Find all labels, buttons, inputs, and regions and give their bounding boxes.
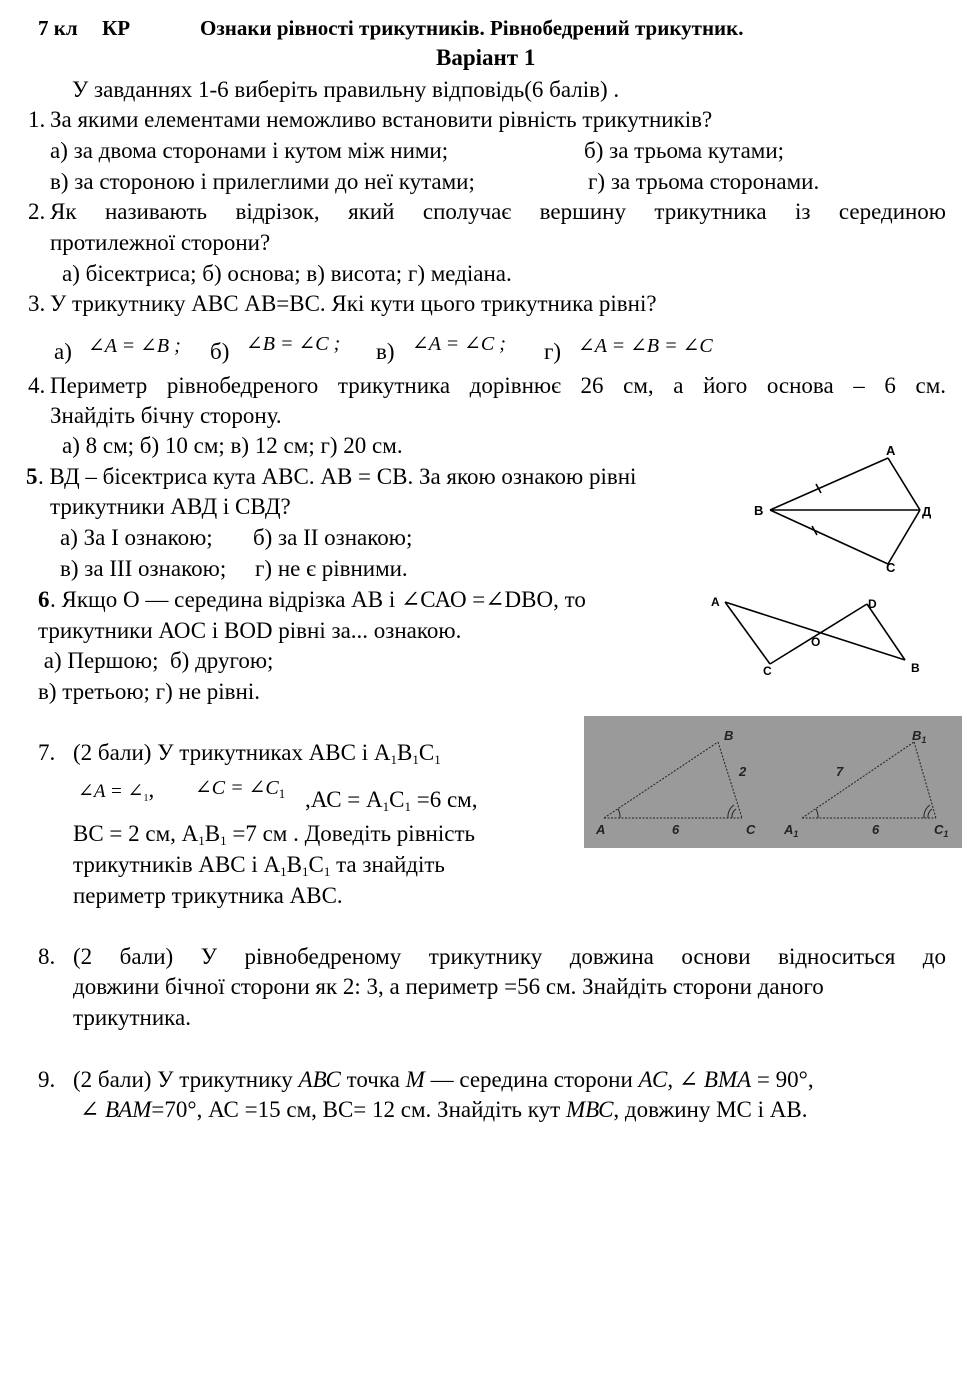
q1-option-a: а) за двома сторонами і кутом між ними; bbox=[50, 138, 449, 163]
q2-text-line2: протилежної сторони? bbox=[50, 230, 271, 255]
q4-options: а) 8 см; б) 10 см; в) 12 см; г) 20 см. bbox=[62, 433, 403, 458]
q7-label-c: C bbox=[746, 822, 756, 837]
q5-options-1: а) За І ознакою; б) за ІІ ознакою; bbox=[60, 525, 413, 550]
q9-text-line1: (2 бали) У трикутнику АВС точка М — середина сторони АС, ∠ ВМА = 90°, bbox=[73, 1067, 814, 1092]
q7-label-bc: 2 bbox=[739, 764, 747, 779]
q6-options-1: а) Першою; б) другою; bbox=[38, 648, 274, 673]
q7-label-a1: $A_1$ bbox=[784, 822, 799, 839]
q5-label-d: Д bbox=[922, 504, 932, 519]
q4-text-line1: Периметр рівнобедреного трикутника дорівнює 26 см, а його основа – 6 см. bbox=[50, 373, 946, 398]
q3-text: У трикутнику АВС АВ=ВС. Які кути цього трикутника рівні? bbox=[50, 291, 657, 316]
q3-option-d-expr: ∠A = ∠B = ∠C bbox=[578, 335, 713, 357]
q6-text-line1: . Якщо О — середина відрізка АВ і ∠САО =∠DВО, то bbox=[50, 587, 586, 612]
q8-number: 8. bbox=[38, 944, 56, 969]
variant-title: Варіант 1 bbox=[436, 45, 536, 70]
q1-option-b: б) за трьома кутами; bbox=[584, 138, 785, 163]
q8-text-line1: (2 бали) У рівнобедреному трикутнику довжина основи відноситься до bbox=[73, 944, 946, 969]
q6-number: 6 bbox=[38, 587, 50, 612]
q7-line3: ВС = 2 см, $А_1В_1 =7$ см . Доведіть рівність bbox=[73, 821, 476, 848]
q7-label-ac: 6 bbox=[672, 822, 680, 837]
q3-option-b-expr: ∠B = ∠C ; bbox=[246, 333, 341, 355]
q3-option-c-label: в) bbox=[376, 339, 395, 364]
q4-text-line2: Знайдіть бічну сторону. bbox=[50, 403, 282, 428]
q7-label-a1b1: 7 bbox=[836, 764, 844, 779]
q5-label-a: А bbox=[886, 443, 896, 458]
q5-figure bbox=[750, 440, 950, 580]
q4-number: 4. bbox=[28, 373, 46, 398]
grade-label: 7 кл bbox=[38, 16, 78, 40]
q6-label-o: O bbox=[811, 635, 821, 649]
kr-label: КР bbox=[102, 16, 131, 40]
q8-text-line3: трикутника. bbox=[73, 1005, 191, 1030]
q2-number: 2. bbox=[28, 199, 46, 224]
q6-label-a: A bbox=[711, 595, 720, 609]
q7-label-c1: $C_1$ bbox=[934, 822, 949, 839]
q3-option-c-expr: ∠A = ∠C ; bbox=[412, 333, 506, 355]
q6-figure bbox=[705, 588, 935, 683]
intro-text: У завданнях 1-6 виберіть правильну відповідь(6 балів) . bbox=[72, 77, 620, 102]
q7-label-b1: $B_1$ bbox=[912, 728, 927, 745]
q7-label-b: B bbox=[724, 728, 734, 743]
q8-text-line2: довжини бічної сторони як 2: 3, а периметр =56 см. Знайдіть сторони даного bbox=[73, 974, 824, 999]
q5-number: 5 bbox=[26, 464, 38, 489]
q6-label-c: C bbox=[763, 664, 772, 678]
q3-option-a-expr: ∠A = ∠B ; bbox=[88, 335, 181, 357]
q1-option-c: в) за стороною і прилеглими до неї кутами; bbox=[50, 169, 475, 194]
q7-line5: периметр трикутника АВС. bbox=[73, 883, 343, 908]
q7-label-a: A bbox=[596, 822, 606, 837]
q1-option-d: г) за трьома сторонами. bbox=[588, 169, 820, 194]
q6-options-2: в) третьою; г) не рівні. bbox=[38, 679, 260, 704]
q7-line1: (2 бали) У трикутниках АВС і $А_1В_1С_1$ bbox=[73, 740, 441, 767]
q6-label-d: D bbox=[868, 597, 877, 611]
q2-text-line1: Як називають відрізок, який сполучає вершину трикутника із серединою bbox=[50, 199, 946, 224]
q9-text-line2: ∠ ВАМ=70°, АС =15 см, ВС= 12 см. Знайдіть кут МВС, довжину МС і АВ. bbox=[80, 1097, 808, 1122]
q2-options: а) бісектриса; б) основа; в) висота; г) медіана. bbox=[62, 261, 512, 286]
q5-options-2: в) за ІІІ ознакою; г) не є рівними. bbox=[60, 556, 408, 581]
q5-text-line2: трикутники АВД і СВД? bbox=[50, 494, 291, 519]
q5-text-line1: . ВД – бісектриса кута АВС. АВ = СВ. За якою ознакою рівні bbox=[38, 464, 637, 489]
page-title: Ознаки рівності трикутників. Рівнобедрений трикутник. bbox=[200, 16, 744, 40]
q7-number: 7. bbox=[38, 740, 56, 765]
q3-number: 3. bbox=[28, 291, 46, 316]
q1-number: 1. bbox=[28, 107, 46, 132]
q7-line4: трикутників АВС і $А_1В_1С_1$ та знайдіть bbox=[73, 852, 445, 879]
q3-option-b-label: б) bbox=[210, 339, 230, 364]
q7-ac: $,АС = А_1С_1 =6$ см, bbox=[305, 787, 478, 814]
q5-label-c: С bbox=[886, 560, 896, 575]
q7-angle-c: ∠C = $\angle C_1$ bbox=[195, 777, 286, 801]
q3-option-a-label: а) bbox=[54, 339, 72, 364]
q7-figure bbox=[584, 716, 962, 848]
q6-label-b: B bbox=[911, 661, 920, 675]
q9-number: 9. bbox=[38, 1067, 56, 1092]
q5-label-b: В bbox=[754, 503, 764, 518]
q3-option-d-label: г) bbox=[544, 339, 562, 364]
q6-text-line2: трикутники АОС і ВОD рівні за... ознакою. bbox=[38, 618, 462, 643]
q1-text: За якими елементами неможливо встановити рівність трикутників? bbox=[50, 107, 713, 132]
q7-line2: ∠A = $\angle_1$, bbox=[78, 777, 155, 804]
q7-label-a1c1: 6 bbox=[872, 822, 880, 837]
